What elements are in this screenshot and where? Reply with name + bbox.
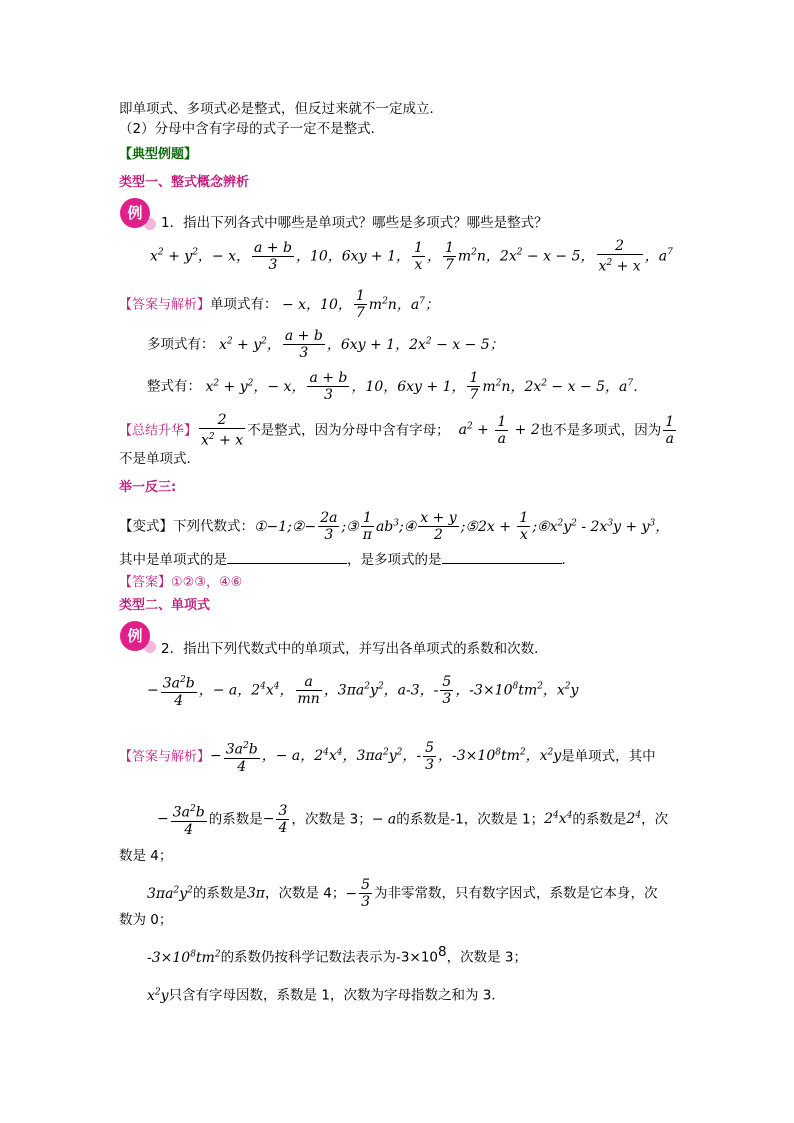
example-badge-1: 例 (120, 198, 150, 228)
expr-list-1: $x^2 + y^2$，− x， $\frac{a + b}{3}$ ，10，6xy + 1， $\frac{1}{x}$ ， $\frac{1}{7}$ $m^2n$，$2x^2 - x - 5$， $\frac{2}{x^2 + x}$ ，$a^7$ (150, 238, 673, 275)
practice-answer: 【答案】①②③，④⑥ (119, 575, 243, 590)
expr-list-2: − $\frac{3a^2b}{4}$ ，− a，$2^4x^4$， $\frac{a}{mn}$ ，$3\pi a^2y^2$，a-3，- $\frac{5}{3}$ ，$-3\times 10^8tm^2$，$x^2y$ (147, 673, 579, 709)
mono-label: 单项式有： (210, 296, 278, 313)
practice-line-1: 【变式】下列代数式：①−1;②− $\frac{2a}{3}$ ;③ $\frac{1}{\pi}$ $ab^3;④$ $\frac{x + y}{2}$ ;⑤2x + $\frac{1}{x}$ $;⑥x^2y^2 - 2x^3y + y^3$， (119, 510, 670, 543)
practice-answer-tag: 【答案】 (119, 575, 172, 590)
summary-tag: 【总结升华】 (119, 423, 198, 439)
summary-line: 【总结升华】 $\frac{2}{x^2 + x}$ 不是整式，因为分母中含有字母； $a^2$ + $\frac{1}{a}$ + 2也不是多项式，因为 $\frac{1}{a}$ (119, 412, 675, 449)
answer2-line-6: $-3\times 10^8tm^2$的系数仍按科学记数法表示为$-3\times 10^8$，次数是 3； (147, 944, 527, 966)
answer-mono-line: 【答案与解析】单项式有： − x，10， $\frac{1}{7}$ $m^2n$，$a^7$； (119, 288, 439, 321)
practice-title: 举一反三: (119, 480, 177, 495)
intro-line-2: （2）分母中含有字母的式子一定不是整式． (119, 121, 385, 137)
answer2-line-5: 数为 0； (119, 912, 173, 928)
answer2-line-1: 【答案与解析】− $\frac{3a^2b}{4}$ ，− a，$2^4x^4$，$3\pi a^2y^2$，- $\frac{5}{3}$ ，$-3\times 10^8tm^2$，$x^2y$是单项式，其中 (119, 739, 656, 775)
example-badge-2: 例 (120, 621, 150, 651)
intro-line-1: 即单项式、多项式必是整式，但反过来就不一定成立． (119, 101, 443, 117)
summary-line-2: 不是单项式． (119, 451, 200, 467)
blank-mono[interactable] (227, 551, 347, 564)
type1-title: 类型一、整式概念辨析 (119, 175, 250, 190)
poly-label: 多项式有： (147, 336, 215, 353)
blank-poly[interactable] (442, 551, 562, 564)
answer2-line-7: $x^2y$只含有字母因数，系数是 1，次数为字母指数之和为 3． (147, 987, 505, 1004)
answer-int-line: 整式有： $x^2 + y^2$，− x， $\frac{a + b}{3}$ ，10，6xy + 1， $\frac{1}{7}$ $m^2n$，$2x^2 - x - 5$，$a^7$． (147, 370, 648, 403)
answer2-line-3: 数是 4； (119, 848, 173, 864)
type2-title: 类型二、单项式 (119, 598, 211, 613)
practice-tag: 【变式】 (119, 518, 173, 535)
question-1: 1．指出下列各式中哪些是单项式？哪些是多项式？哪些是整式？ (161, 215, 548, 231)
section-title: 【典型例题】 (119, 147, 198, 162)
question-2: 2．指出下列代数式中的单项式，并写出各单项式的系数和次数． (161, 641, 548, 657)
answer2-line-2: − $\frac{3a^2b}{4}$ 的系数是− $\frac{3}{4}$ ，次数是 3；− a的系数是-1，次数是 1；$2^4x^4$的系数是$2^4$，次 (157, 802, 669, 838)
practice-line-2: 其中是单项式的是 ，是多项式的是 ． (119, 552, 575, 568)
int-label: 整式有： (147, 378, 201, 395)
answer-tag-1: 【答案与解析】 (119, 297, 211, 313)
answer-poly-line: 多项式有： $x^2 + y^2$， $\frac{a + b}{3}$ ，6xy + 1，$2x^2 - x - 5$； (147, 328, 504, 361)
answer-tag-2: 【答案与解析】 (119, 749, 211, 765)
answer2-line-4: $3\pi a^2y^2$的系数是3π，次数是 4；− $\frac{5}{3}$ 为非零常数，只有数字因式，系数是它本身，次 (147, 877, 658, 910)
